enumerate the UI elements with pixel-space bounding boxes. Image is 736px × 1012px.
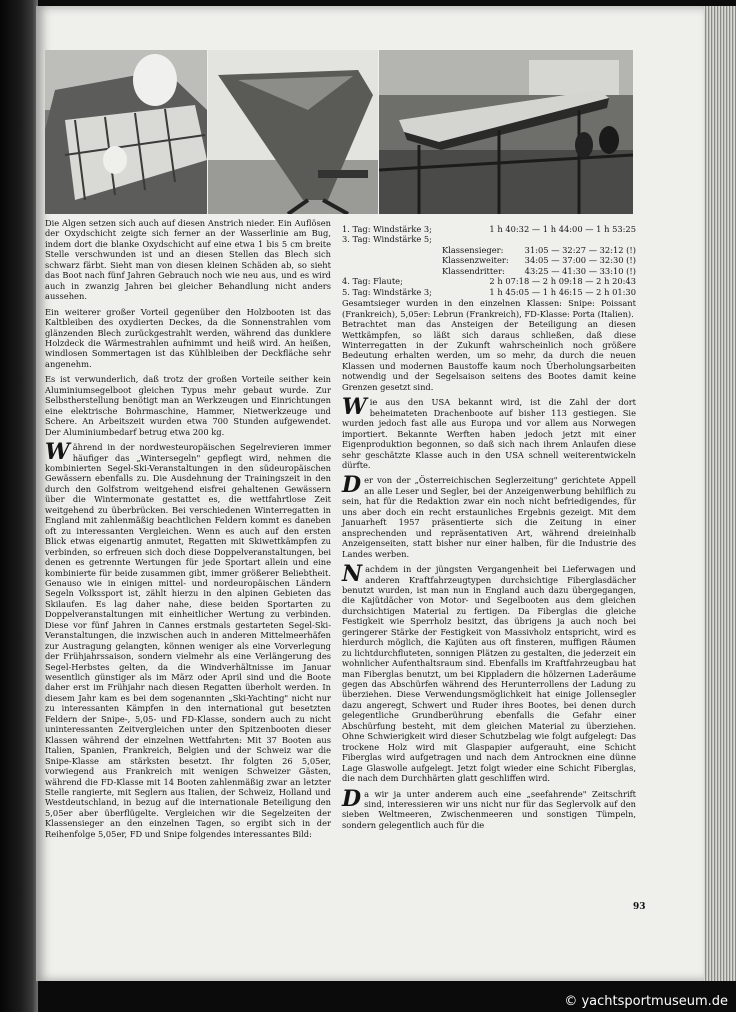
- book-binding-shadow: [0, 0, 38, 1012]
- race-label: 4. Tag: Flaute;: [342, 276, 403, 287]
- paragraph-fiberglass: [342, 561, 636, 784]
- drop-cap-d: D: [342, 472, 362, 499]
- drop-cap-n: N: [342, 561, 363, 588]
- right-text-column: [342, 224, 636, 835]
- race-row: [342, 245, 636, 255]
- finished-boat-image: [379, 50, 633, 214]
- race-times: 43:25 — 41:30 — 33:10 (!): [524, 265, 636, 276]
- race-label: Klassensieger:: [442, 244, 504, 255]
- race-row: [342, 255, 636, 265]
- race-row: [342, 234, 636, 244]
- race-row: [342, 276, 636, 286]
- page-number: 93: [633, 902, 646, 912]
- race-label: Klassendritter:: [442, 265, 505, 276]
- drop-cap-w: W: [45, 439, 70, 466]
- race-row: [342, 224, 636, 234]
- paragraph-algae: Die Algen setzen sich auch auf diesen Anstrich nieder. Ein Auflösen der Oxydschicht zeigte sich ferner an der Wasserlinie am Bug, indem dort die blanke Oxydschicht auf eine etwa 1 bis 5 cm breite Stelle verschwunden ist und an diesen Stellen das Blech sich schwarz färbt. Sieht man von diesen kleinen Schäden ab, so sieht das Boot nach fünf Jahren Gebrauch noch wie neu aus, und es wird auch in zwanzig Jahren bei gleicher Behandlung nicht anders aussehen.: [45, 218, 331, 302]
- watermark-credit: © yachtsportmuseum.de: [564, 994, 728, 1009]
- paragraph-construction: Es ist verwunderlich, daß trotz der großen Vorteile seither kein Aluminiumsegelboot gleichen Typus mehr gebaut wurde. Zur Selbstherstellung benötigt man an Werkzeugen und Einrichtungen eine elektrische Bohrmaschine, Hammer, Nietwerkzeuge und Schere. An Arbeitszeit wurden etwa 700 Stunden aufgewendet. Der Aluminiumbedarf betrug etwa 200 kg.: [45, 374, 331, 437]
- race-label: Klassenzweiter:: [442, 255, 509, 266]
- paragraph-seafaring-text: a wir ja unter anderem auch eine „seefahrende" Zeitschrift sind, interessieren wir uns nicht nur für das Seglervolk auf den sieben Weltmeeren, Zwischenmeeren und sonstigen Tümpeln, sondern gelegentlich auch für die: [342, 788, 636, 830]
- upturned-hull-image: [208, 50, 378, 214]
- page-edges: [704, 6, 736, 981]
- paragraph-winter-sailing: [45, 439, 331, 839]
- photo-upturned-hull: [208, 50, 378, 214]
- race-times: 1 h 45:05 — 1 h 46:15 — 2 h 01:30: [489, 286, 636, 297]
- race-times: 34:05 — 37:00 — 32:30 (!): [524, 255, 636, 266]
- race-times: 2 h 07:18 — 2 h 09:18 — 2 h 20:43: [489, 276, 636, 287]
- drop-cap-w: W: [342, 394, 367, 421]
- left-text-column: [45, 218, 331, 844]
- paragraph-fiberglass-text: achdem in der jüngsten Vergangenheit bei Lieferwagen und anderen Kraftfahrzeugtypen durchsichtige Fiberglasdächer benutzt wurden, ist man nun in England auch dazu übergegangen, die Kajütdächer von Motor- und Segelbooten aus dem gleichen durchsichtigen Material zu fertigen. Da Fiberglas die gleiche Festigkeit wie Sperrholz besitzt, das übrigens ja auch noch bei geringerer Stärke der Festigkeit von Massivholz entspricht, wird es hierdurch möglich, die Kajüten aus oft finsteren, muffigen Räumen zu lichtdurchfluteten, sonnigen Plätzen zu gestalten, die jederzeit ein wohnlicher Aufenthaltsraum sind. Ebenfalls im Kraftfahrzeugbau hat man Fiberglas benutzt, um bei Kippladern die hölzernen Laderäume gegen das Abschürfen während des Herunterrollens der Ladung zu überziehen. Diese Verwendungsmöglichkeit hat einige Jollensegler dazu angeregt, Schwert und Ruder ihres Bootes, bei denen durch gelegentliche Grundberührung ebenfalls die Gefahr einer Abschürfung besteht, mit dem gleichen Material zu überziehen. Ohne Schwierigkeit wird dieser Schutzbelag wie folgt aufgelegt: Das trockene Holz wird mit Glaspapier aufgerauht, eine Schicht Fiberglas wird aufgetragen und nach dem Antrocknen eine dünne Lage Glaswolle aufgelegt. Jetzt folgt wieder eine Schicht Fiberglas, die nach dem Durchhärten glatt geschliffen wird.: [342, 564, 636, 784]
- paragraph-winter-sailing-text: ährend in der nordwesteuropäischen Segelrevieren immer häufiger das „Wintersegeln" gepflegt wird, nehmen die kombinierten Segel-Ski-Veranstaltungen in den südeuropäischen Gewässern ebenfalls zu. Die Ausdehnung der Trainingszeit in den durch den Golfstrom weitgehend eisfrei gehaltenen Gewässern über die Wintermonate gestattet es, die wettfahrtlose Zeit weitgehend zu überbrücken. Bei verschiedenen Winterregatten in England mit zahlenmäßig beachtlichen Feldern kommt es daneben oft zu interessanten Vergleichen. Wenn es auch auf den ersten Blick etwas eigenartig anmutet, Regatten mit Skiwettkämpfen zu verbinden, so erfreuen sich doch diese Doppelveranstaltungen, bei denen es getrennte Wertungen für jede Sportart allein und eine kombinierte für beide zusammen gibt, immer größerer Beliebtheit. Genauso wie in einigen mittel- und nordeuropäischen Ländern Segeln Volkssport ist, zählt hierzu in den alpinen Gebieten das Skilaufen. Es lag daher nahe, diese beiden Sportarten zu Doppelveranstaltungen mit einheitlicher Wertung zu verbinden. Diese vor fünf Jahren in Cannes erstmals gestarteten Segel-Ski-Veranstaltungen, die inzwischen auch in anderen Mittelmeerhäfen zur Austragung gelangten, können weniger als eine Vorverlegung der Frühjahrssaison, sondern vielmehr als eine Verlängerung des Segel-Herbstes gelten, da die Windverhältnisse im Januar wesentlich günstiger als im März oder April sind und die Boote daher erst im Frühjahr nach diesen Regatten überholt werden. In diesem Jahr kam es bei dem sogenannten „Ski-Yachting" nicht nur zu interessanten Kämpfen in den international gut besetzten Feldern der Snipe-, 5,05- und FD-Klasse, sondern auch zu nicht uninteressanten Zeitvergleichen unter den Spitzenbooten dieser Klassen während der einzelnen Wettfahrten: Mit 37 Booten aus Italien, Spanien, Frankreich, Belgien und der Schweiz war die Snipe-Klasse am stärksten besetzt. Ihr folgten 26 5,05er, vorwiegend aus Frankreich mit wenigen Schweizer Gästen, während die FD-Klasse mit 14 Booten zahlenmäßig zwar an letzter Stelle rangierte, mit Seglern aus Italien, der Schweiz, Holland und Westdeutschland, in bezug auf die internationale Beteiligung den 5,05er aber überflügelte. Vergleichen wir die Segelzeiten der Klassensieger an den einzelnen Tagen, so ergibt sich in der Reihenfolge 5,05er, FD und Snipe folgendes interessantes Bild:: [45, 442, 331, 839]
- drop-cap-d: D: [342, 785, 362, 812]
- race-label: 1. Tag: Windstärke 3;: [342, 224, 432, 234]
- paragraph-austrian-magazine: [342, 472, 636, 559]
- race-label: 5. Tag: Windstärke 3;: [342, 286, 432, 297]
- magazine-page: [36, 6, 704, 981]
- race-row: [342, 266, 636, 276]
- paragraph-austrian-magazine-text: er von der „Österreichischen Seglerzeitung" gerichtete Appell an alle Leser und Segler, bei der Anzeigenwerbung behilflich zu sein, hat für die Redaktion zwar ein noch nicht befriedigendes, für uns aber doch ein recht erstaunliches Ergebnis gezeigt. Mit dem Januarheft 1957 präsentierte sich die Zeitung in einer ansprechenden und repräsentativen Art, während dreieinhalb Anzeigenseiten, statt bisher nur einer halben, für die Industrie des Landes werben.: [342, 475, 636, 559]
- paragraph-usa-dragons-text: ie aus den USA bekannt wird, ist die Zahl der dort beheimateten Drachenboote auf bisher 113 gestiegen. Sie wurden jedoch fast alle aus Europa und vor allem aus Norwegen importiert. Bekannte Werften haben jedoch jetzt mit einer Eigenproduktion begonnen, so daß sich nach ihrem Anlaufen diese sehr geschätzte Klasse auch in den USA schnell weiterentwickeln dürfte.: [342, 397, 636, 470]
- photo-finished-boat: [379, 50, 633, 214]
- photo-hull-construction: [45, 50, 207, 214]
- paragraph-participation: Betrachtet man das Ansteigen der Beteiligung an diesen Wettkämpfen, so läßt sich daraus schließen, daß diese Winterregatten in der Zukunft wahrscheinlich noch größere Bedeutung erhalten werden, um so mehr, da durch die neuen Klassen und modernen Baustoffe kaum noch Überholungsarbeiten notwendig und der Segelsaison seitens des Bootes damit keine Grenzen gesetzt sind.: [342, 319, 636, 392]
- race-results-table: [342, 224, 636, 297]
- race-row: [342, 287, 636, 297]
- paragraph-seafaring: [342, 785, 636, 831]
- paragraph-overall-winners: Gesamtsieger wurden in den einzelnen Klassen: Snipe: Poissant (Frankreich), 5,05er: Lebrun (Frankreich), FD-Klasse: Porta (Italien).: [342, 298, 636, 319]
- race-times: 31:05 — 32:27 — 32:12 (!): [524, 244, 636, 255]
- hull-construction-image: [45, 50, 207, 214]
- paragraph-usa-dragons: [342, 394, 636, 470]
- race-label: 3. Tag: Windstärke 5;: [342, 234, 432, 245]
- race-times: 1 h 40:32 — 1 h 44:00 — 1 h 53:25: [489, 224, 636, 234]
- paragraph-advantage: Ein weiterer großer Vorteil gegenüber den Holzbooten ist das Kaltbleiben des oxydierten Deckes, da die Sonnenstrahlen vom glänzenden Blech zurückgestrahlt werden, während das dunklere Holzdeck die Wärmestrahlen aufnimmt und heiß wird. An heißen, windlosen Sommertagen ist das Kühlbleiben der Deckfläche sehr angenehm.: [45, 306, 331, 369]
